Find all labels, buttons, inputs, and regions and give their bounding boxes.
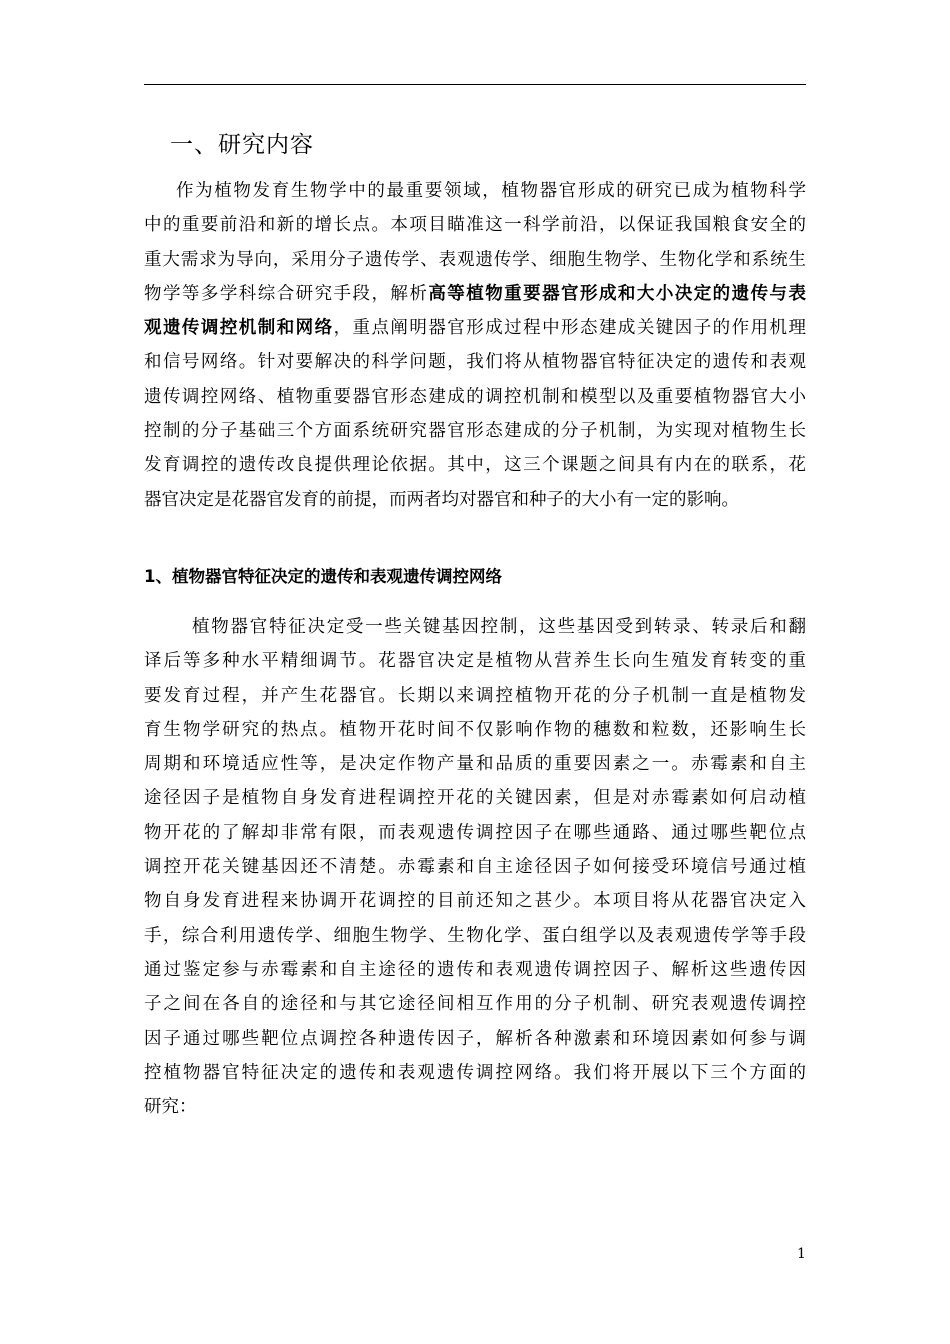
text-line: 和信号网络。针对要解决的科学问题，我们将从植物器官特征决定的遗传和表观 xyxy=(144,352,806,373)
subsection-heading: 1、植物器官特征决定的遗传和表观遗传调控网络 xyxy=(144,567,502,586)
text-line: 植物器官特征决定受一些关键基因控制，这些基因受到转录、转录后和翻 xyxy=(192,617,806,637)
text-line: 发育调控的遗传改良提供理论依据。其中，这三个课题之间具有内在的联系，花 xyxy=(144,455,806,476)
text-line: 遗传调控网络、植物重要器官形态建成的调控机制和模型以及重要植物器官大小 xyxy=(144,386,806,407)
text-line: 物自身发育进程来协调开花调控的目前还知之甚少。本项目将从花器官决定入 xyxy=(144,891,806,912)
text-segment: ，重点阐明器官形成过程中形态建成关键因子的作用机理 xyxy=(333,318,807,339)
text-line: 作为植物发育生物学中的最重要领域，植物器官形成的研究已成为植物科学 xyxy=(176,181,806,201)
text-line: 控制的分子基础三个方面系统研究器官形态建成的分子机制，为实现对植物生长 xyxy=(144,421,806,442)
text-line xyxy=(144,277,806,311)
text-line: 子之间在各自的途径和与其它途径间相互作用的分子机制、研究表观遗传调控 xyxy=(144,994,806,1015)
text-line: 调控开花关键基因还不清楚。赤霉素和自主途径因子如何接受环境信号通过植 xyxy=(144,857,806,878)
intro-paragraph xyxy=(144,174,806,517)
text-line: 研究： xyxy=(144,1097,197,1118)
text-line: 因子通过哪些靶位点调控各种遗传因子，解析各种激素和环境因素如何参与调 xyxy=(144,1028,806,1049)
text-line: 周期和环境适应性等，是决定作物产量和品质的重要因素之一。赤霉素和自主 xyxy=(144,754,806,775)
text-line: 重大需求为导向，采用分子遗传学、表观遗传学、细胞生物学、生物化学和系统生 xyxy=(144,249,806,270)
emphasis-text: 观遗传调控机制和网络 xyxy=(144,318,334,339)
text-line: 通过鉴定参与赤霉素和自主途径的遗传和表观遗传调控因子、解析这些遗传因 xyxy=(144,959,806,980)
section-title: 一、研究内容 xyxy=(170,132,314,158)
text-segment: 物学等多学科综合研究手段，解析 xyxy=(144,283,429,304)
text-line: 器官决定是花器官发育的前提，而两者均对器官和种子的大小有一定的影响。 xyxy=(144,489,739,510)
text-line: 译后等多种水平精细调节。花器官决定是植物从营养生长向生殖发育转变的重 xyxy=(144,651,806,672)
emphasis-text: 高等植物重要器官形成和大小决定的遗传与表 xyxy=(428,283,807,304)
text-line: 控植物器官特征决定的遗传和表观遗传调控网络。我们将开展以下三个方面的 xyxy=(144,1062,806,1083)
body-paragraph xyxy=(144,610,806,1124)
text-line: 物开花的了解却非常有限，而表观遗传调控因子在哪些通路、通过哪些靶位点 xyxy=(144,822,806,843)
text-line: 中的重要前沿和新的增长点。本项目瞄准这一科学前沿，以保证我国粮食安全的 xyxy=(144,215,806,236)
page-number: 1 xyxy=(797,1246,806,1262)
text-line: 育生物学研究的热点。植物开花时间不仅影响作物的穗数和粒数，还影响生长 xyxy=(144,719,806,740)
header-rule xyxy=(144,84,806,85)
text-line: 途径因子是植物自身发育进程调控开花的关键因素，但是对赤霉素如何启动植 xyxy=(144,788,806,809)
text-line: 要发育过程，并产生花器官。长期以来调控植物开花的分子机制一直是植物发 xyxy=(144,685,806,706)
text-line: 手，综合利用遗传学、细胞生物学、生物化学、蛋白组学以及表观遗传学等手段 xyxy=(144,925,806,946)
text-line xyxy=(144,311,806,345)
